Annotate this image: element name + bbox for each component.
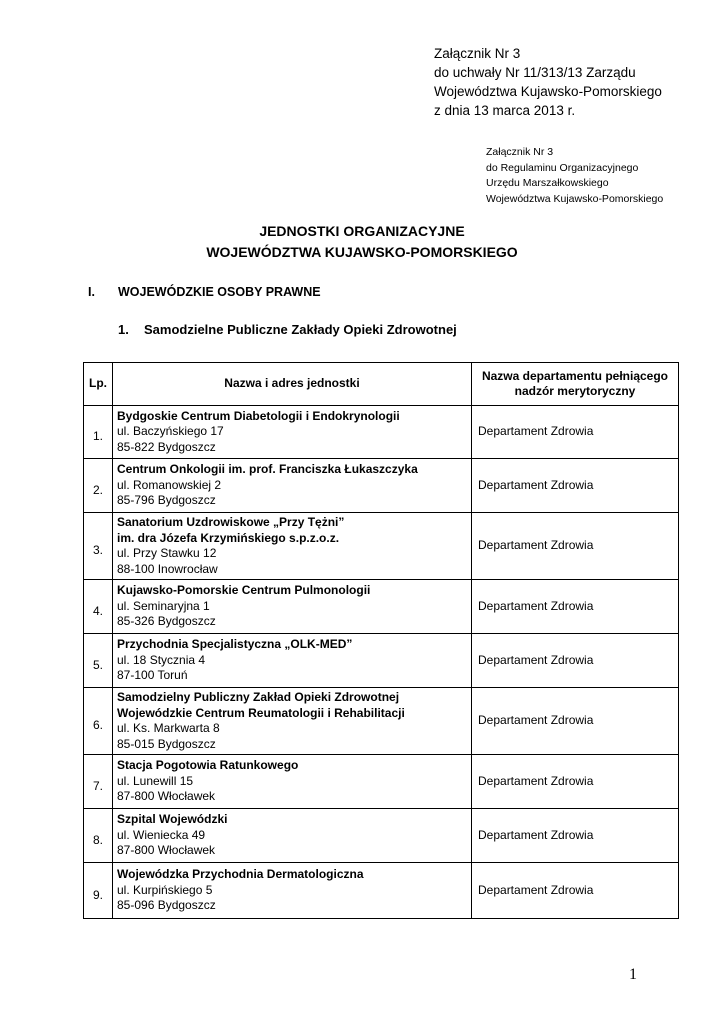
row-department: Departament Zdrowia: [472, 688, 679, 755]
unit-address: 87-100 Toruń: [117, 668, 188, 683]
subsection-number: 1.: [118, 322, 129, 337]
unit-name: Szpital Wojewódzki: [117, 812, 228, 827]
header-lp: Lp.: [84, 363, 113, 406]
row-lp: 2.: [84, 459, 113, 513]
unit-name: Sanatorium Uzdrowiskowe „Przy Tężni”: [117, 515, 345, 529]
row-lp: 1.: [84, 406, 113, 459]
unit-name: im. dra Józefa Krzymińskiego s.p.z.o.z.: [117, 530, 340, 545]
unit-name: Wojewódzka Przychodnia Dermatologiczna: [117, 867, 364, 882]
unit-name: Wojewódzkie Centrum Reumatologii i Rehabilitacji: [117, 705, 405, 720]
table-row: [84, 863, 679, 919]
table-row: [84, 459, 679, 513]
row-department: Departament Zdrowia: [472, 459, 679, 513]
row-department: Departament Zdrowia: [472, 513, 679, 580]
regulation-line: Załącznik Nr 3: [486, 146, 554, 158]
row-lp: 6.: [84, 688, 113, 755]
regulation-line: do Regulaminu Organizacyjnego: [486, 161, 639, 174]
row-unit: [113, 513, 472, 580]
subsection-label: Samodzielne Publiczne Zakłady Opieki Zdrowotnej: [144, 322, 457, 337]
row-lp: 7.: [84, 755, 113, 809]
table-row: [84, 688, 679, 755]
unit-address: ul. Lunewill 15: [117, 773, 194, 788]
row-unit: [113, 863, 472, 919]
table-header-row: [84, 363, 679, 406]
title-line-2: WOJEWÓDZTWA KUJAWSKO-POMORSKIEGO: [206, 244, 518, 260]
row-lp: 3.: [84, 513, 113, 580]
row-unit: [113, 688, 472, 755]
unit-address: 85-015 Bydgoszcz: [117, 736, 216, 751]
row-lp: 5.: [84, 634, 113, 688]
subsection-heading: [118, 322, 457, 337]
row-lp: 9.: [84, 863, 113, 919]
resolution-line: do uchwały Nr 11/313/13 Zarządu: [434, 65, 636, 80]
unit-address: ul. Romanowskiej 2: [117, 477, 222, 492]
header-department: [472, 363, 679, 406]
table-row: [84, 634, 679, 688]
table-row: [84, 513, 679, 580]
row-department: Departament Zdrowia: [472, 580, 679, 634]
row-unit: [113, 755, 472, 809]
row-unit: [113, 406, 472, 459]
unit-name: Bydgoskie Centrum Diabetologii i Endokrynologii: [117, 408, 400, 423]
unit-name: Samodzielny Publiczny Zakład Opieki Zdrowotnej: [117, 690, 400, 704]
row-department: Departament Zdrowia: [472, 863, 679, 919]
document-title: [0, 221, 724, 263]
row-department: Departament Zdrowia: [472, 755, 679, 809]
row-unit: [113, 809, 472, 863]
row-lp: 4.: [84, 580, 113, 634]
table-row: [84, 809, 679, 863]
page-number: 1: [629, 966, 637, 983]
resolution-line: Województwa Kujawsko-Pomorskiego: [434, 84, 662, 99]
unit-address: ul. Wieniecka 49: [117, 827, 206, 842]
row-lp: 8.: [84, 809, 113, 863]
regulation-reference: [486, 145, 663, 207]
section-heading: [88, 285, 321, 299]
unit-address: 85-796 Bydgoszcz: [117, 493, 216, 508]
section-label: WOJEWÓDZKIE OSOBY PRAWNE: [118, 285, 321, 299]
unit-address: ul. 18 Stycznia 4: [117, 652, 206, 667]
regulation-line: Urzędu Marszałkowskiego: [486, 177, 609, 189]
resolution-line: z dnia 13 marca 2013 r.: [434, 103, 576, 118]
table-row: [84, 406, 679, 459]
table-row: [84, 580, 679, 634]
header-department-line: Nazwa departamentu pełniącego: [481, 368, 669, 383]
row-department: Departament Zdrowia: [472, 809, 679, 863]
section-number: I.: [88, 285, 95, 299]
unit-name: Stacja Pogotowia Ratunkowego: [117, 758, 299, 773]
header-department-line: nadzór merytoryczny: [514, 384, 636, 398]
unit-address: 87-800 Włocławek: [117, 789, 216, 804]
row-unit: [113, 634, 472, 688]
unit-address: ul. Ks. Markwarta 8: [117, 721, 220, 735]
unit-address: 87-800 Włocławek: [117, 843, 216, 858]
row-department: Departament Zdrowia: [472, 634, 679, 688]
unit-name: Kujawsko-Pomorskie Centrum Pulmonologii: [117, 583, 371, 598]
resolution-line: Załącznik Nr 3: [434, 46, 521, 61]
unit-address: ul. Przy Stawku 12: [117, 546, 217, 560]
row-unit: [113, 459, 472, 513]
unit-address: ul. Baczyńskiego 17: [117, 424, 224, 439]
resolution-reference: [434, 44, 662, 120]
row-department: Departament Zdrowia: [472, 406, 679, 459]
header-name: Nazwa i adres jednostki: [113, 363, 472, 406]
unit-address: 85-326 Bydgoszcz: [117, 614, 216, 629]
unit-name: Przychodnia Specjalistyczna „OLK-MED”: [117, 637, 353, 652]
row-unit: [113, 580, 472, 634]
regulation-line: Województwa Kujawsko-Pomorskiego: [486, 192, 664, 205]
unit-name: Centrum Onkologii im. prof. Franciszka Łukaszczyka: [117, 462, 418, 477]
unit-address: 85-096 Bydgoszcz: [117, 898, 216, 913]
title-line-1: JEDNOSTKI ORGANIZACYJNE: [259, 223, 465, 239]
table-row: [84, 755, 679, 809]
unit-address: 88-100 Inowrocław: [117, 561, 218, 576]
unit-address: ul. Seminaryjna 1: [117, 598, 210, 613]
unit-address: ul. Kurpińskiego 5: [117, 882, 213, 897]
table-body: [84, 406, 679, 919]
units-table: [83, 362, 679, 919]
unit-address: 85-822 Bydgoszcz: [117, 439, 216, 454]
